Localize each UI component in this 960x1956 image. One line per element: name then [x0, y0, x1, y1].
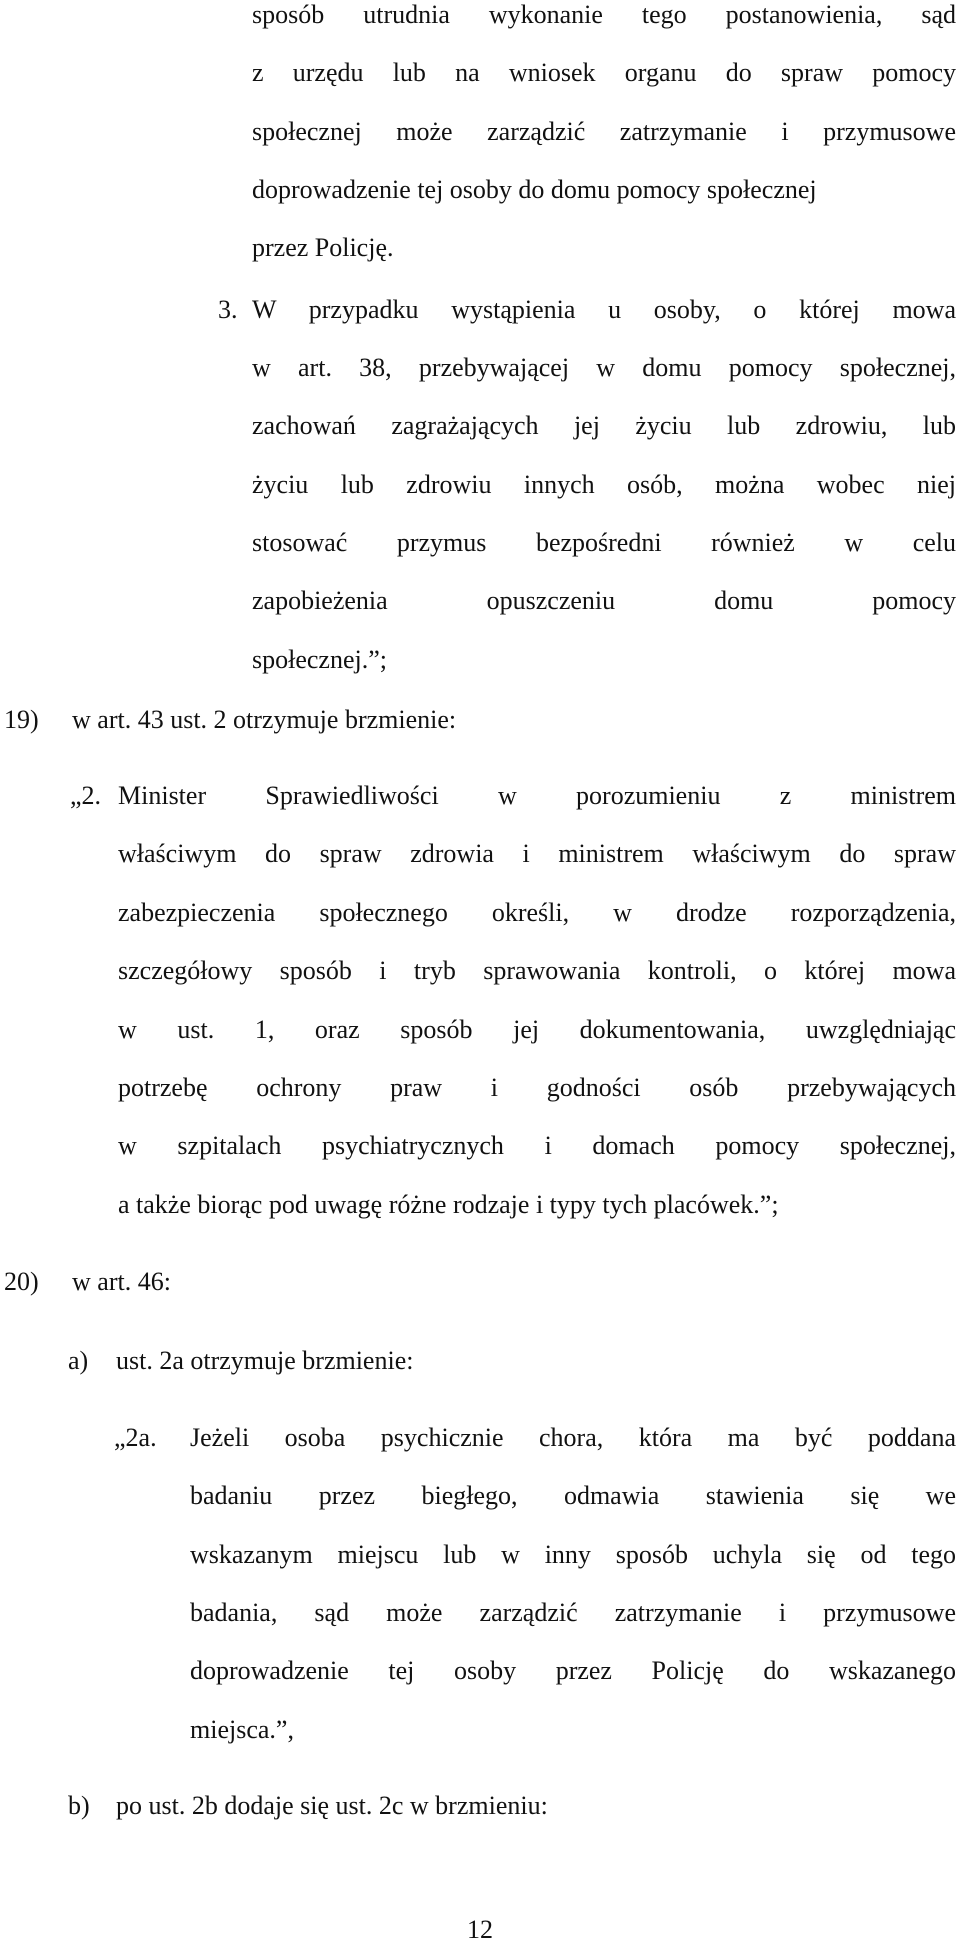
item-heading: w art. 46: — [72, 1267, 171, 1296]
quote-line: miejsca.”, — [190, 1715, 294, 1744]
quote-line: zabezpieczenia społecznego określi, w drodze rozporządzenia, — [118, 898, 956, 927]
sub-item-heading: po ust. 2b dodaje się ust. 2c w brzmieniu: — [116, 1791, 548, 1820]
item-line: życiu lub zdrowiu innych osób, można wobec niej — [252, 470, 956, 499]
item-line: w art. 38, przebywającej w domu pomocy społecznej, — [252, 353, 956, 382]
item-line: stosować przymus bezpośredni również w celu — [252, 528, 956, 557]
item-line: W przypadku wystąpienia u osoby, o której mowa — [252, 295, 956, 324]
sub-item-heading: ust. 2a otrzymuje brzmienie: — [116, 1346, 414, 1375]
quote-line: potrzebę ochrony praw i godności osób przebywających — [118, 1073, 956, 1102]
item-line: zapobieżenia opuszczeniu domu pomocy — [252, 586, 956, 615]
paragraph-line: społecznej może zarządzić zatrzymanie i przymusowe — [252, 117, 956, 146]
quote-line: badaniu przez biegłego, odmawia stawienia się we — [190, 1481, 956, 1510]
paragraph-line: z urzędu lub na wniosek organu do spraw pomocy — [252, 58, 956, 87]
paragraph-line: przez Policję. — [252, 233, 394, 262]
quote-line: w szpitalach psychiatrycznych i domach pomocy społecznej, — [118, 1131, 956, 1160]
item-number: 3. — [218, 295, 238, 324]
item-number: 20) — [4, 1267, 39, 1296]
quote-line: badania, sąd może zarządzić zatrzymanie i przymusowe — [190, 1598, 956, 1627]
quote-line: właściwym do spraw zdrowia i ministrem właściwym do spraw — [118, 839, 956, 868]
quote-line: doprowadzenie tej osoby przez Policję do wskazanego — [190, 1656, 956, 1685]
item-number: 19) — [4, 705, 39, 734]
item-heading: w art. 43 ust. 2 otrzymuje brzmienie: — [72, 705, 457, 734]
item-line: zachowań zagrażających jej życiu lub zdrowiu, lub — [252, 411, 956, 440]
quote-prefix: „2. — [70, 781, 102, 810]
quote-line: Jeżeli osoba psychicznie chora, która ma być poddana — [190, 1423, 956, 1452]
item-line: społecznej.”; — [252, 645, 387, 674]
quote-line: w ust. 1, oraz sposób jej dokumentowania, uwzględniając — [118, 1015, 956, 1044]
quote-line: a także biorąc pod uwagę różne rodzaje i typy tych placówek.”; — [118, 1190, 779, 1219]
paragraph-line: sposób utrudnia wykonanie tego postanowienia, sąd — [252, 0, 956, 29]
quote-prefix: „2a. — [114, 1423, 157, 1452]
page-number: 12 — [467, 1915, 493, 1944]
quote-line: wskazanym miejscu lub w inny sposób uchyla się od tego — [190, 1540, 956, 1569]
sub-item-letter: b) — [68, 1791, 90, 1820]
quote-line: szczegółowy sposób i tryb sprawowania kontroli, o której mowa — [118, 956, 956, 985]
sub-item-letter: a) — [68, 1346, 89, 1375]
paragraph-line: doprowadzenie tej osoby do domu pomocy społecznej — [252, 175, 817, 204]
quote-line: Minister Sprawiedliwości w porozumieniu z ministrem — [118, 781, 956, 810]
